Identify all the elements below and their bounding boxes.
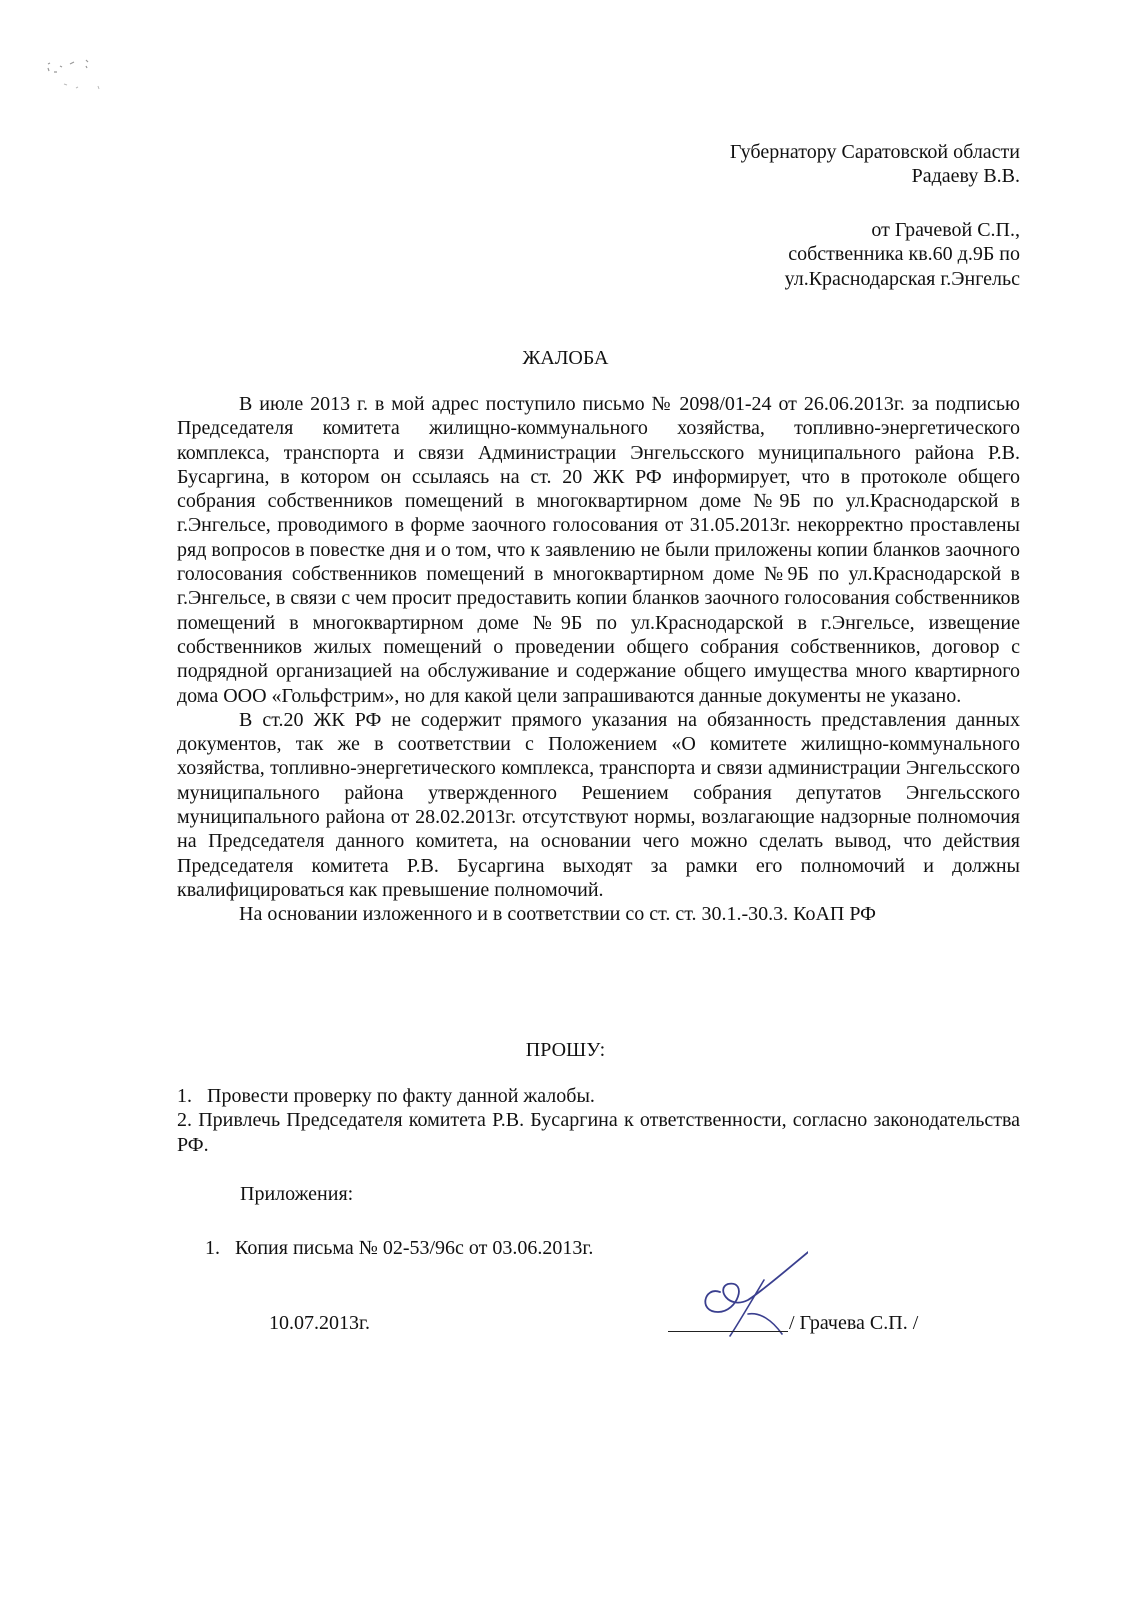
handwritten-signature xyxy=(668,1240,808,1340)
complaint-body xyxy=(177,392,1020,927)
legal-basis-paragraph: На основании изложенного и в соответствии со ст. ст. 30.1.-30.3. КоАП РФ xyxy=(239,903,876,926)
body-paragraph: В июле 2013 г. в мой адрес поступило письмо № 2098/01-24 от 26.06.2013г. за подписью Председателя комитета жилищно-коммунального хозяйства, топливно-энергетического комплекса, транспорта и связи Администрации Энгельсского муниципального района Р.В. Бусаргина, в котором он ссылаясь на ст. 20 ЖК РФ информирует, что в протоколе общего собрания собственников помещений в многоквартирном доме №9Б по ул.Краснодарской в г.Энгельсе, проводимого в форме заочного голосования от 31.05.2013г. некорректно проставлены ряд вопросов в повестке дня и о том, что к заявлению не были приложены копии бланков заочного голосования собственников помещений в многоквартирном доме №9Б по ул.Краснодарской в г.Энгельсе, в связи с чем просит предоставить копии бланков заочного голосования собственников помещений в многоквартирном доме №9Б по ул.Краснодарской в г.Энгельсе, извещение собственников жилых помещений о проведении общего собрания собственников, договор с подрядной организацией на обслуживание и содержание общего имущества много квартирного дома ООО «Гольфстрим», но для какой цели запрашиваются данные документы не указано. xyxy=(177,393,1020,707)
sender-block xyxy=(785,218,1020,291)
request-item: 1. Провести проверку по факту данной жалобы. xyxy=(177,1085,595,1107)
attachment-item: 1. Копия письма № 02-53/96с от 03.06.2013г. xyxy=(205,1237,594,1259)
request-list xyxy=(177,1084,1020,1157)
sender-line: собственника кв.60 д.9Б по xyxy=(788,243,1020,266)
signer-name: / Грачева С.П. / xyxy=(789,1312,919,1334)
sender-line: от Грачевой С.П., xyxy=(871,219,1020,241)
document-date: 10.07.2013г. xyxy=(269,1312,370,1334)
document-title: ЖАЛОБА xyxy=(522,347,609,369)
body-paragraph: В ст.20 ЖК РФ не содержит прямого указания на обязанность представления данных документов, так же в соответствии с Положением «О комитете жилищно-коммунального хозяйства, топливно-энергетического комплекса, транспорта и связи администрации Энгельсского муниципального района утвержденного Решением собрания депутатов Энгельсского муниципального района от 28.02.2013г. отсутствуют нормы, возлагающие надзорные полномочия на Председателя данного комитета, на основании чего можно сделать вывод, что действия Председателя комитета Р.В. Бусаргина выходят за рамки его полномочий и должны квалифицироваться как превышение полномочий. xyxy=(177,708,1020,901)
addressee-line: Радаеву В.В. xyxy=(911,165,1020,188)
sender-line: ул.Краснодарская г.Энгельс xyxy=(784,267,1020,290)
request-item: 2. Привлечь Председателя комитета Р.В. Бусаргина к ответственности, согласно законодательства РФ. xyxy=(177,1109,1020,1156)
addressee-block xyxy=(730,140,1020,189)
scan-artifact-marks xyxy=(40,50,120,110)
signature-line xyxy=(668,1331,788,1332)
request-title: ПРОШУ: xyxy=(525,1039,606,1061)
addressee-line: Губернатору Саратовской области xyxy=(729,141,1020,163)
attachments-title: Приложения: xyxy=(240,1183,354,1205)
